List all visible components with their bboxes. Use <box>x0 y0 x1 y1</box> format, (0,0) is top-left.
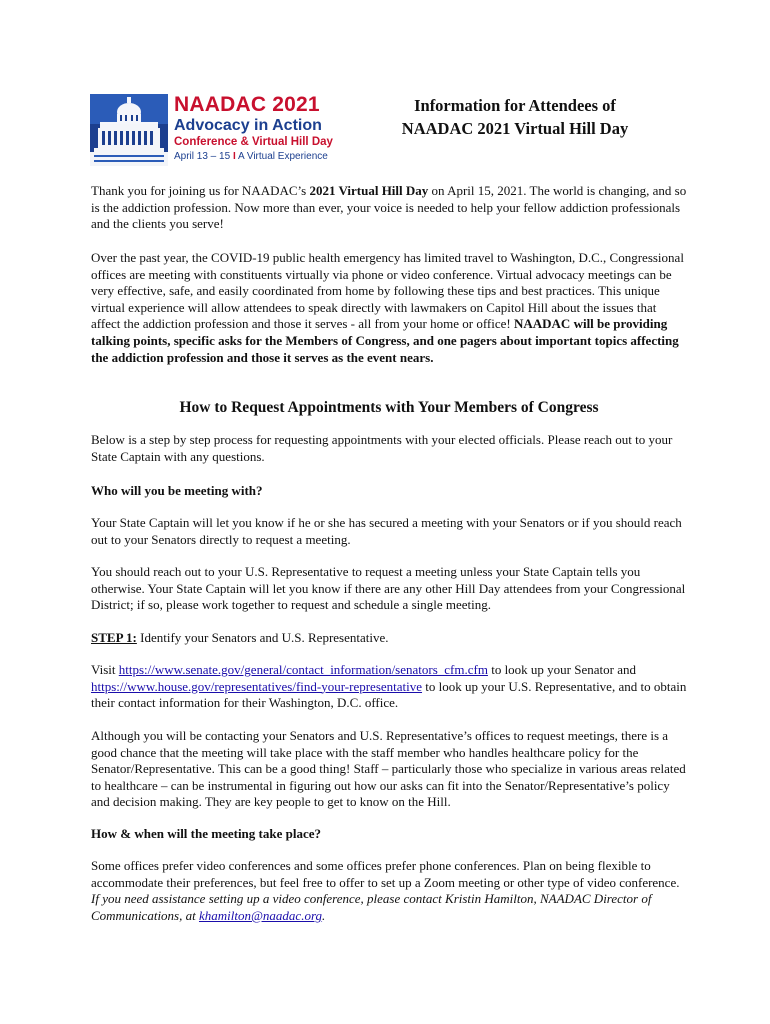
intro-event-name: 2021 Virtual Hill Day <box>309 183 429 198</box>
section-heading: How to Request Appointments with Your Members of Congress <box>179 399 599 416</box>
how-italic-text: If you need assistance setting up a video conference, please contact Kristin Hamilton, NAADAC Director of Communications, at <box>91 891 652 923</box>
intro-paragraph <box>91 183 687 233</box>
covid-bold-text: NAADAC will be providing talking points, specific asks for the Members of Congress, and one pagers about important topics affecting the addiction profession and those it serves as the event nears. <box>91 316 679 365</box>
logo-subtitle: Advocacy in Action <box>174 117 322 134</box>
logo-title: NAADAC 2021 <box>174 93 320 116</box>
logo-text <box>174 94 344 164</box>
logo-separator: I <box>232 151 236 162</box>
conference-logo <box>90 94 340 166</box>
title-line-2: NAADAC 2021 Virtual Hill Day <box>401 119 629 138</box>
how-heading: How & when will the meeting take place? <box>91 826 322 841</box>
capitol-building-icon <box>90 94 168 166</box>
logo-tagline: Conference & Virtual Hill Day <box>174 136 333 148</box>
staff-paragraph: Although you will be contacting your Senators and U.S. Representative’s offices to request meetings, there is a good chance that the meeting will take place with the staff member who handles healthcare policy for the Senator/Representative. This can be a good thing! Staff – particularly those who specialize in various areas related to healthcare – can be instrumental in figuring out how our asks can fit into the Senator/Representative’s policy and decision making. They are key people to get to know on the Hill. <box>91 728 686 810</box>
covid-text: Over the past year, the COVID-19 public health emergency has limited travel to Washington, D.C., Congressional offices are meeting with constituents virtually via phone or video conference. Virtual advocacy meetings can be very effective, safe, and easily coordinated from home by following these tips and best practices. This unique virtual experience will allow attendees to speak directly with lawmakers on Capitol Hill about the issues that affect the addiction profession and those it serves - all from your home or office! <box>91 250 684 332</box>
section-intro: Below is a step by step process for requesting appointments with your elected officials. Please reach out to your State Captain with any questions. <box>91 432 673 464</box>
step-1-text: Identify your Senators and U.S. Representative. <box>136 630 389 645</box>
who-heading: Who will you be meeting with? <box>91 483 263 498</box>
senate-link[interactable]: https://www.senate.gov/general/contact_information/senators_cfm.cfm <box>118 662 488 677</box>
covid-paragraph <box>91 250 687 366</box>
how-end: . <box>322 907 326 923</box>
how-text: Some offices prefer video conferences and some offices prefer phone conferences. Plan on being flexible to accommodate their preferences, but feel free to offer to set up a Zoom meeting or other type of video conference. <box>91 858 680 890</box>
logo-experience: A Virtual Experience <box>237 151 328 162</box>
title-line-1: Information for Attendees of <box>414 96 616 115</box>
logo-dates <box>174 150 344 164</box>
step-1-label: STEP 1: <box>91 630 137 645</box>
step-1 <box>91 630 687 647</box>
intro-text-2: on April 15, 2021. The world is changing, and so is the addiction profession. Now more than ever, your voice is needed to help your fellow addiction professionals and the clients you serve! <box>91 183 687 232</box>
house-link[interactable]: https://www.house.gov/representatives/find-your-representative <box>91 678 423 694</box>
visit-pre: Visit <box>91 662 119 677</box>
visit-paragraph <box>91 662 687 712</box>
visit-post: to look up your U.S. Representative, and to obtain their contact information for their Washington, D.C. office. <box>91 678 687 711</box>
intro-text-1: Thank you for joining us for NAADAC’s <box>91 183 310 198</box>
who-paragraph-2: You should reach out to your U.S. Representative to request a meeting unless your State Captain tells you otherwise. Your State Captain will let you know if there are any other Hill Day attendees from your Congressional District; if so, please work together to request and schedule a single meeting. <box>91 564 686 613</box>
logo-dates-range: April 13 – 15 <box>174 151 231 162</box>
who-paragraph-1: Your State Captain will let you know if he or she has secured a meeting with your Senators or if you should reach out to your Senators directly to request a meeting. <box>91 515 682 547</box>
document-title <box>380 94 650 140</box>
email-link[interactable]: khamilton@naadac.org <box>198 907 323 923</box>
how-paragraph <box>91 858 687 924</box>
visit-mid: to look up your Senator and <box>487 662 636 677</box>
